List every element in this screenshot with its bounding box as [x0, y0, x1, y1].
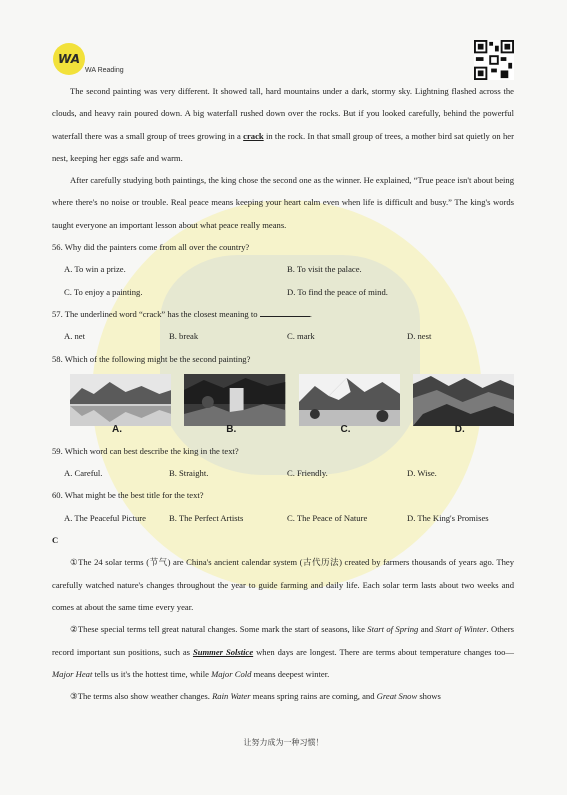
q60-option-c: C. The Peace of Nature	[287, 512, 368, 523]
question-56: 56. Why did the painters come from all over the country?	[52, 242, 250, 253]
section-heading-c: C	[52, 535, 59, 546]
painting-options	[52, 374, 514, 440]
question-58: 58. Which of the following might be the second painting?	[52, 353, 251, 364]
q60-options	[52, 507, 514, 529]
painting-a	[70, 374, 171, 435]
qr-code-icon	[474, 40, 514, 80]
answer-blank	[260, 307, 310, 317]
q59-option-a: A. Careful.	[64, 468, 103, 479]
underlined-word-crack: crack	[243, 130, 264, 141]
painting-d	[413, 374, 514, 435]
painting-d-label: D.	[454, 423, 465, 435]
q59-options	[52, 462, 514, 484]
brand-name: WA Reading	[85, 67, 124, 74]
footer-motto: 让努力成为一种习惯！	[243, 738, 324, 747]
q57-option-b: B. break	[169, 331, 199, 342]
section-c-paragraph-1: ①The 24 solar terms (节气) are China's ancient calendar system (古代历法) created by farmers thousands of years ago. They carefully watched nature's changes throughout the year to guide farming and daily life. Each solar term lasts about two weeks and comes at about the same time every year.	[52, 557, 514, 612]
q59-option-c: C. Friendly.	[287, 468, 328, 479]
q59-option-d: D. Wise.	[407, 468, 437, 479]
passage-paragraph-1: The second painting was very different. It showed tall, hard mountains under a dark, stormy sky. Lightning flashed across the clouds, and heavy rain poured down. A big waterfall rushed down over the rocks. But if you looked carefully, behind the powerful waterfall there was a small group of trees growing in a crack in the rock. In that small group of trees, a mother bird sat quietly on her nest, keeping her eggs safe and warm.	[52, 86, 514, 163]
painting-b-label: B.	[226, 423, 237, 435]
q60-option-a: A. The Peaceful Picture	[64, 512, 146, 523]
q56-option-b: B. To visit the palace.	[287, 264, 362, 275]
section-c-paragraph-3: ③The terms also show weather changes. Rain Water means spring rains are coming, and Great Snow shows	[70, 691, 441, 702]
q57-option-c: C. mark	[287, 331, 315, 342]
q57-option-a: A. net	[64, 331, 86, 342]
q57-option-d: D. nest	[407, 331, 432, 342]
q60-option-b: B. The Perfect Artists	[169, 512, 244, 523]
painting-b	[184, 374, 285, 435]
q56-option-a: A. To win a prize.	[64, 264, 126, 275]
painting-c-label: C.	[340, 423, 351, 435]
painting-c	[299, 374, 400, 435]
q59-option-b: B. Straight.	[169, 468, 209, 479]
question-57: 57. The underlined word “crack” has the closest meaning to .	[52, 308, 312, 319]
section-c-paragraph-2: ②These special terms tell great natural changes. Some mark the start of seasons, like Start of Spring and Start of Winter. Others record important sun positions, such as Summer Solstice when days are longest. There are terms about temperature changes too—Major Heat tells us it's the hottest time, while Major Cold means deepest winter.	[52, 624, 514, 679]
q57-options	[52, 325, 514, 347]
q56-options-row-1	[52, 258, 514, 280]
q56-options-row-2	[52, 281, 514, 303]
q60-option-d: D. The King's Promises	[407, 512, 489, 523]
question-60: 60. What might be the best title for the text?	[52, 490, 204, 501]
q56-option-d: D. To find the peace of mind.	[287, 286, 388, 297]
q56-option-c: C. To enjoy a painting.	[64, 286, 143, 297]
brand-logo: WA	[53, 43, 85, 75]
painting-a-label: A.	[112, 423, 122, 435]
passage-paragraph-2: After carefully studying both paintings, the king chose the second one as the winner. He explained, “True peace isn't about being where there's no noise or trouble. Real peace means keeping your heart calm even when life is difficult and busy.” The king's words taught everyone an important lesson about what peace really means.	[52, 175, 514, 230]
content	[52, 80, 514, 707]
question-59: 59. Which word can best describe the king in the text?	[52, 445, 239, 456]
